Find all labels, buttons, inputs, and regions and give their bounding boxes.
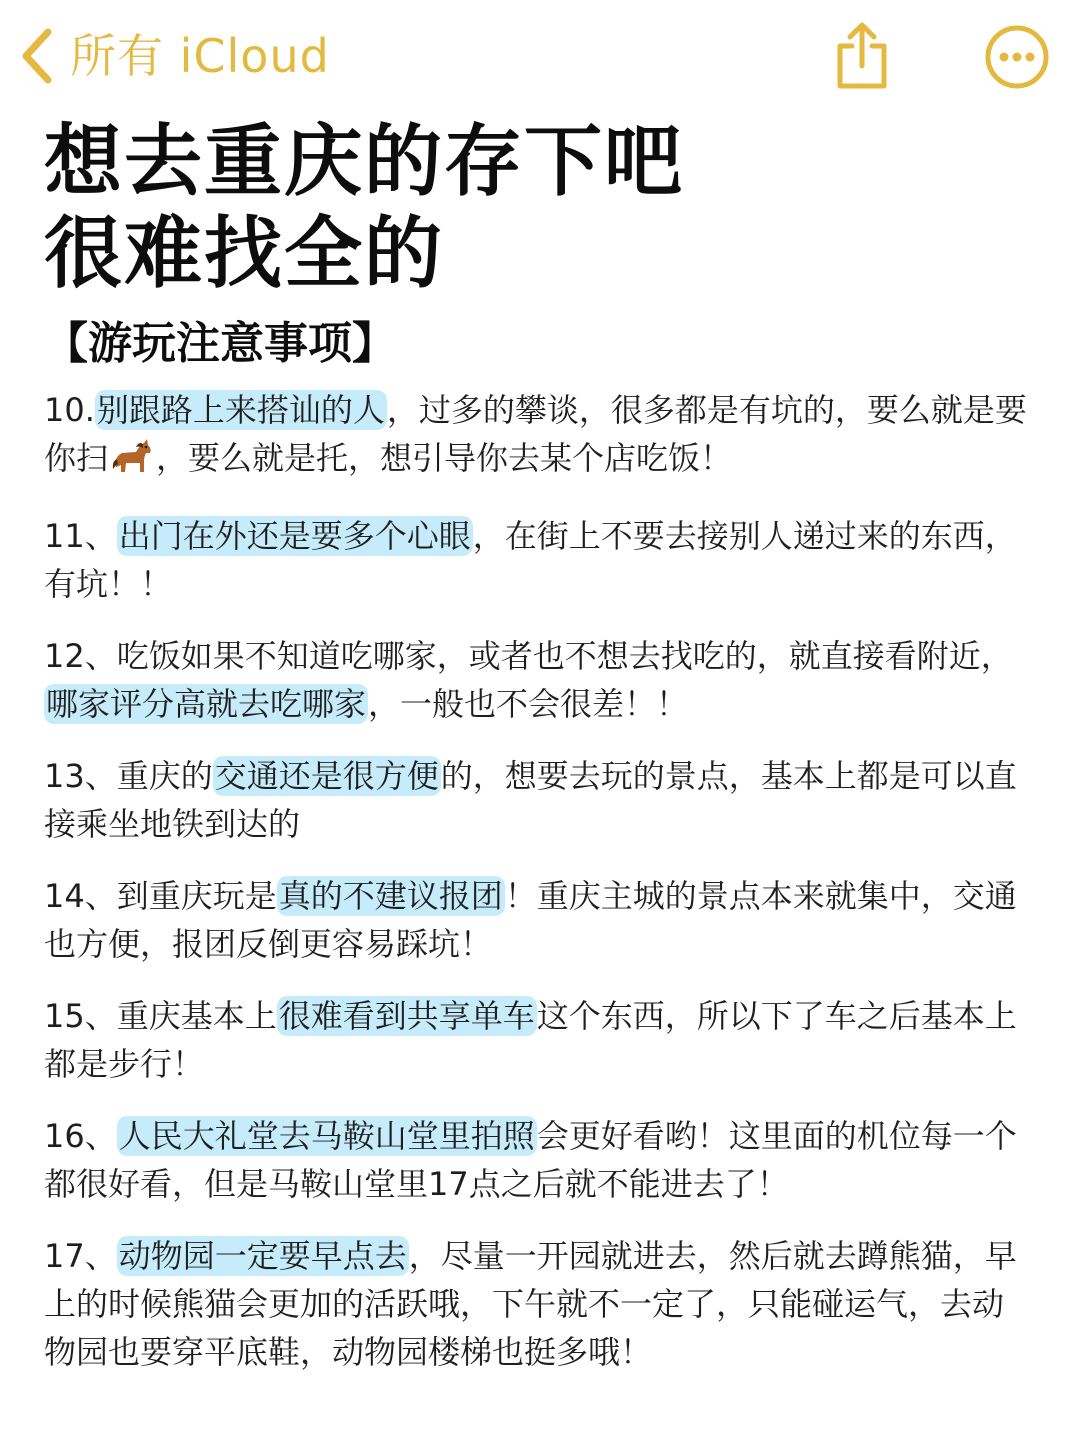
tip-number: 13、 <box>44 757 117 795</box>
tip-highlight: 哪家评分高就去吃哪家 <box>46 685 367 723</box>
tip-text: ！重庆主城的景点本来就集中，交通也方便，报团反倒更容易踩坑！ <box>44 877 1017 963</box>
tip-number: 10. <box>44 391 95 429</box>
tip-highlight: 别跟路上来搭讪的人 <box>96 391 385 429</box>
tip-text: ，尽量一开园就进去，然后就去蹲熊猫，早上的时候熊猫会更加的活跃哦，下午就不一定了，只能碰运气，去动物园也要穿平底鞋，动物园楼梯也挺多哦！ <box>44 1237 1017 1371</box>
tip-highlight: 交通还是很方便 <box>214 757 439 795</box>
tip-text: 这个东西，所以下了车之后基本上都是步行！ <box>44 997 1017 1083</box>
tip-text-pre: 重庆的 <box>116 757 213 795</box>
tip-text: 会更好看哟！这里面的机位每一个都很好看，但是马鞍山堂里17点之后就不能进去了！ <box>44 1117 1017 1203</box>
navigation-bar <box>0 0 1080 110</box>
tip-text: ，一般也不会很差！！ <box>368 685 689 723</box>
tip-number: 16、 <box>44 1117 117 1155</box>
tip-text: ，在街上不要去接别人递过来的东西，有坑！！ <box>44 517 1017 603</box>
back-button[interactable] <box>18 26 330 86</box>
tip-number: 17、 <box>44 1237 117 1275</box>
tip-text: 的，想要去玩的景点，基本上都是可以直接乘坐地铁到达的 <box>44 757 1017 843</box>
tip-text-pre: 吃饭如果不知道吃哪家，或者也不想去找吃的，就直接看附近， <box>116 637 1013 675</box>
tip-text-pre: 到重庆玩是 <box>116 877 277 915</box>
tip-16 <box>44 1112 1034 1208</box>
more-icon <box>984 75 1050 94</box>
tip-14 <box>44 872 1034 968</box>
note-title-line-1: 想去重庆的存下吧 <box>44 117 685 207</box>
tip-highlight: 真的不建议报团 <box>278 877 503 915</box>
tip-text: ，过多的攀谈，很多都是有坑的，要么就是要你扫 <box>44 391 1027 477</box>
tip-11 <box>44 512 1034 608</box>
tip-number: 11、 <box>44 517 117 555</box>
note-title <box>44 116 684 300</box>
tip-highlight: 人民大礼堂去马鞍山堂里拍照 <box>118 1117 535 1155</box>
tip-13 <box>44 752 1034 848</box>
tip-17 <box>44 1232 1034 1376</box>
more-button[interactable] <box>984 24 1050 94</box>
tip-text-pre: 重庆基本上 <box>116 997 277 1035</box>
tip-number: 12、 <box>44 637 117 675</box>
tip-highlight: 很难看到共享单车 <box>278 997 535 1035</box>
share-button[interactable] <box>832 22 892 94</box>
tip-highlight: 出门在外还是要多个心眼 <box>118 517 471 555</box>
tip-highlight: 动物园一定要早点去 <box>118 1237 407 1275</box>
tip-number: 15、 <box>44 997 117 1035</box>
chevron-left-icon <box>18 26 56 86</box>
tip-number: 14、 <box>44 877 117 915</box>
note-title-line-2: 很难找全的 <box>44 209 445 299</box>
horse-icon <box>110 437 154 488</box>
tip-text-2: ，要么就是托，想引导你去某个店吃饭！ <box>156 439 733 477</box>
section-heading: 【游玩注意事项】 <box>44 318 396 369</box>
tips-list <box>44 386 1034 1400</box>
tip-10 <box>44 386 1034 488</box>
tip-12 <box>44 632 1034 728</box>
back-label: 所有 iCloud <box>70 29 330 83</box>
share-icon <box>832 75 892 94</box>
tip-15 <box>44 992 1034 1088</box>
